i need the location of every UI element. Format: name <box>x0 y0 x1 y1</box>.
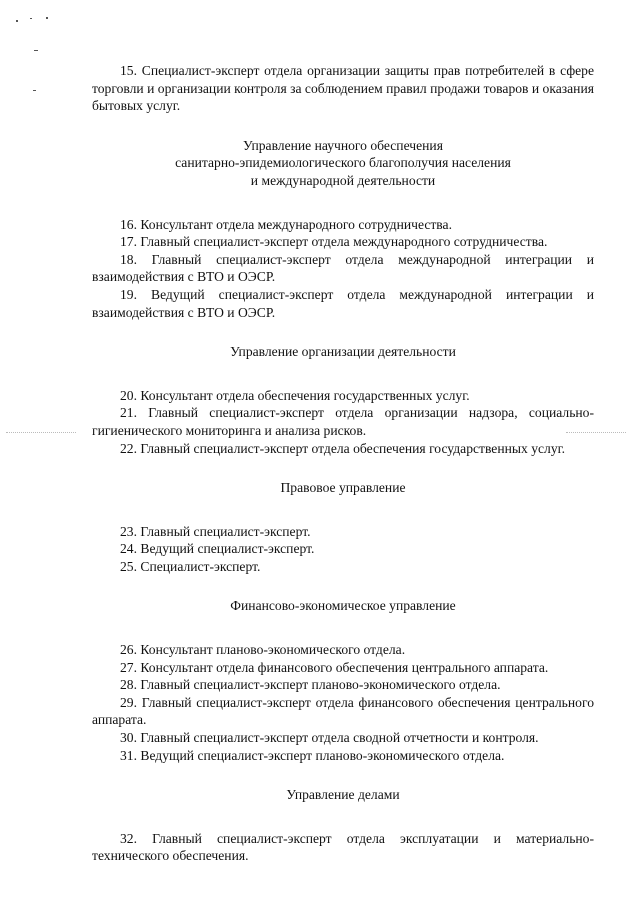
list-item-24: 24. Ведущий специалист-эксперт. <box>120 541 315 557</box>
scan-mark <box>33 90 36 91</box>
document-page <box>92 0 594 865</box>
list-item-25: 25. Специалист-эксперт. <box>120 558 261 574</box>
section-heading-line: санитарно-эпидемиологического благополучия населения <box>175 155 511 171</box>
section-heading-line: Управление научного обеспечения <box>243 137 443 153</box>
list-item-27: 27. Консультант отдела финансового обеспечения центрального аппарата. <box>120 659 549 675</box>
list-item-32: 32. Главный специалист-эксперт отдела эксплуатации и материально-технического обеспечения. <box>92 830 594 864</box>
section-heading-line: Правовое управление <box>280 480 406 496</box>
list-item-28: 28. Главный специалист-эксперт планово-экономического отдела. <box>120 677 501 693</box>
section-heading-line: Управление делами <box>286 787 400 803</box>
list-item-20: 20. Консультант отдела обеспечения государственных услуг. <box>120 387 470 403</box>
list-item-30: 30. Главный специалист-эксперт отдела сводной отчетности и контроля. <box>120 730 539 746</box>
list-item-31: 31. Ведущий специалист-эксперт планово-экономического отдела. <box>120 747 505 763</box>
scan-mark <box>16 20 18 22</box>
list-item-29: 29. Главный специалист-эксперт отдела финансового обеспечения центрального аппарата. <box>92 694 594 728</box>
scan-dots-left <box>6 432 76 434</box>
section-heading-line: Финансово-экономическое управление <box>230 598 456 614</box>
scan-mark <box>46 17 48 19</box>
list-item-17: 17. Главный специалист-эксперт отдела международного сотрудничества. <box>120 234 548 250</box>
list-item-21: 21. Главный специалист-эксперт отдела организации надзора, социально-гигиенического мониторинга и анализа рисков. <box>92 405 594 438</box>
list-item-16: 16. Консультант отдела международного сотрудничества. <box>120 216 452 232</box>
scan-mark <box>34 50 38 51</box>
list-item-26: 26. Консультант планово-экономического отдела. <box>120 642 406 658</box>
list-item-18: 18. Главный специалист-эксперт отдела международной интеграции и взаимодействия с ВТО и ОЭСР. <box>92 251 594 285</box>
section-heading-line: и международной деятельности <box>250 172 436 188</box>
list-item-22: 22. Главный специалист-эксперт отдела обеспечения государственных услуг. <box>120 440 566 456</box>
list-item-23: 23. Главный специалист-эксперт. <box>120 523 311 539</box>
list-item-15: 15. Специалист-эксперт отдела организации защиты прав потребителей в сфере торговли и организации контроля за соблюдением правил продажи товаров и оказания бытовых услуг. <box>92 63 594 114</box>
section-heading-line: Управление организации деятельности <box>230 344 456 360</box>
list-item-19: 19. Ведущий специалист-эксперт отдела международной интеграции и взаимодействия с ВТО и ОЭСР. <box>92 286 594 320</box>
scan-mark <box>30 18 32 19</box>
